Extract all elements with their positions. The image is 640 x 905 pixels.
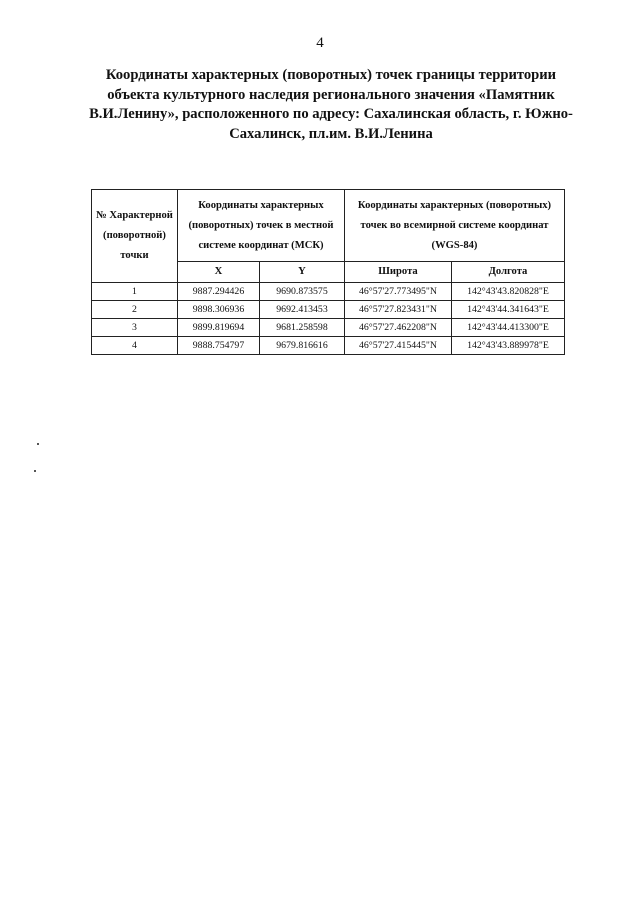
table-row [92,319,565,337]
cell-x: 9898.306936 [178,301,260,319]
header-longitude: Долгота [452,262,565,283]
cell-y: 9681.258598 [260,319,345,337]
scan-speck [34,470,36,472]
cell-longitude: 142°43'44.413300"E [452,319,565,337]
title-line-4: Сахалинск, пл.им. В.И.Ленина [229,125,433,142]
cell-point: 3 [92,319,178,337]
cell-x: 9899.819694 [178,319,260,337]
header-latitude: Широта [345,262,452,283]
cell-latitude: 46°57'27.773495"N [345,283,452,301]
cell-y: 9679.816616 [260,337,345,355]
cell-latitude: 46°57'27.415445"N [345,337,452,355]
table-row [92,283,565,301]
title-line-3: В.И.Ленину», расположенного по адресу: Сахалинская область, г. Южно- [89,106,573,122]
cell-point: 1 [92,283,178,301]
cell-latitude: 46°57'27.823431"N [345,301,452,319]
table-row [92,337,565,355]
page-number: 4 [316,35,324,51]
header-y: Y [260,262,345,283]
cell-x: 9888.754797 [178,337,260,355]
title-line-2: объекта культурного наследия регионального значения «Памятник [107,86,555,103]
cell-latitude: 46°57'27.462208"N [345,319,452,337]
document-title [85,66,577,144]
header-local-coordinates: Координаты характерных (поворотных) точек в местной системе координат (МСК) [178,190,345,262]
cell-longitude: 142°43'43.889978"E [452,337,565,355]
cell-longitude: 142°43'43.820828"E [452,283,565,301]
cell-longitude: 142°43'44.341643"E [452,301,565,319]
cell-y: 9690.873575 [260,283,345,301]
cell-point: 2 [92,301,178,319]
cell-y: 9692.413453 [260,301,345,319]
coordinates-table [91,189,565,355]
cell-x: 9887.294426 [178,283,260,301]
title-line-1: Координаты характерных (поворотных) точек границы территории [105,67,557,83]
table-row [92,301,565,319]
scan-speck [37,443,39,445]
header-x: X [178,262,260,283]
header-point-number: № Характерной (поворотной) точки [92,190,178,283]
cell-point: 4 [92,337,178,355]
header-world-coordinates: Координаты характерных (поворотных) точек во всемирной системе координат (WGS-84) [345,190,565,262]
